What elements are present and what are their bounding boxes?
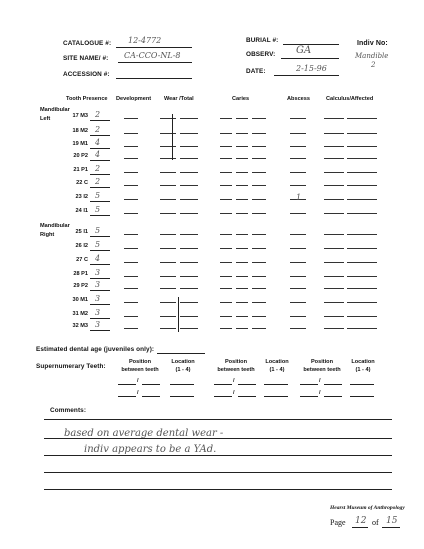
wear-line-2 xyxy=(180,288,198,289)
dental-age-line xyxy=(157,353,205,354)
caries-line-1 xyxy=(220,288,232,289)
caries-line-2 xyxy=(236,133,248,134)
caries-line-3 xyxy=(252,234,266,235)
tooth-presence-value: 2 xyxy=(95,177,101,186)
section-right-title: Mandibular xyxy=(40,223,70,229)
calculus-line-1 xyxy=(324,248,344,249)
wear-mark-upper xyxy=(172,114,173,160)
calculus-line-2 xyxy=(347,288,377,289)
tooth-label: 31 M2 xyxy=(72,311,88,317)
development-line xyxy=(124,276,138,277)
wear-line-2 xyxy=(180,262,198,263)
wear-line-2 xyxy=(180,276,198,277)
wear-line-2 xyxy=(180,302,198,303)
caries-line-1 xyxy=(220,133,232,134)
tooth-presence-value: 4 xyxy=(95,254,101,263)
position-header: Position xyxy=(310,359,334,365)
wear-line-1 xyxy=(160,133,176,134)
wear-line-1 xyxy=(160,234,176,235)
position-field-a xyxy=(300,384,318,385)
caries-line-1 xyxy=(220,146,232,147)
caries-line-1 xyxy=(220,118,232,119)
tooth-label: 20 P2 xyxy=(73,153,88,159)
calculus-line-2 xyxy=(347,302,377,303)
wear-line-2 xyxy=(180,158,198,159)
tooth-label: 30 M1 xyxy=(72,297,88,303)
presence-line xyxy=(90,318,110,319)
position-field-b xyxy=(238,396,256,397)
wear-mark-lower xyxy=(178,297,179,332)
col-wear: Wear /Total xyxy=(164,96,194,102)
calculus-line-1 xyxy=(324,234,344,235)
calculus-line-1 xyxy=(324,185,344,186)
tooth-label: 17 M3 xyxy=(72,113,88,119)
caries-line-1 xyxy=(220,185,232,186)
position-subheader: between teeth xyxy=(121,367,159,373)
position-separator: / xyxy=(137,390,139,396)
presence-line xyxy=(90,135,110,136)
tooth-presence-value: 2 xyxy=(95,164,101,173)
wear-line-2 xyxy=(180,133,198,134)
position-field-a xyxy=(300,396,318,397)
calculus-line-2 xyxy=(347,146,377,147)
tooth-presence-value: 3 xyxy=(95,308,101,317)
calculus-line-1 xyxy=(324,328,344,329)
caries-line-2 xyxy=(236,288,248,289)
caries-line-2 xyxy=(236,172,248,173)
calculus-line-1 xyxy=(324,213,344,214)
col-calculus: Calculus/Affected xyxy=(326,96,374,102)
date-label: DATE: xyxy=(246,68,266,75)
wear-line-2 xyxy=(180,316,198,317)
caries-line-1 xyxy=(220,199,232,200)
section-left-title: Mandibular xyxy=(40,107,70,113)
calculus-line-1 xyxy=(324,118,344,119)
wear-line-1 xyxy=(160,328,176,329)
caries-line-3 xyxy=(252,262,266,263)
position-header: Position xyxy=(128,359,152,365)
presence-line xyxy=(90,174,110,175)
wear-line-2 xyxy=(180,146,198,147)
abscess-line xyxy=(290,316,306,317)
calculus-line-2 xyxy=(347,158,377,159)
wear-line-2 xyxy=(180,328,198,329)
development-line xyxy=(124,262,138,263)
position-field-b xyxy=(324,396,342,397)
development-line xyxy=(124,248,138,249)
calculus-line-1 xyxy=(324,172,344,173)
wear-line-2 xyxy=(180,248,198,249)
wear-line-1 xyxy=(160,288,176,289)
calculus-line-1 xyxy=(324,158,344,159)
caries-line-1 xyxy=(220,302,232,303)
supernumerary-label: Supernumerary Teeth: xyxy=(36,363,106,370)
wear-line-2 xyxy=(180,213,198,214)
section-right-side: Right xyxy=(40,232,55,238)
caries-line-1 xyxy=(220,248,232,249)
comment-line-1 xyxy=(44,419,392,420)
caries-line-3 xyxy=(252,302,266,303)
caries-line-1 xyxy=(220,316,232,317)
position-field-a xyxy=(214,396,232,397)
presence-line xyxy=(90,215,110,216)
accession-line xyxy=(116,78,192,79)
wear-line-1 xyxy=(160,146,176,147)
caries-line-3 xyxy=(252,133,266,134)
comment-text-2: indiv appears to be a YAd. xyxy=(84,444,217,455)
col-abscess: Abscess xyxy=(287,96,311,102)
location-field xyxy=(264,396,288,397)
wear-line-1 xyxy=(160,316,176,317)
indiv-value-2: 2 xyxy=(371,61,376,69)
section-left-side: Left xyxy=(40,116,51,122)
caries-line-3 xyxy=(252,288,266,289)
position-field-b xyxy=(142,396,160,397)
wear-line-2 xyxy=(180,185,198,186)
wear-line-2 xyxy=(180,199,198,200)
page-total: 15 xyxy=(386,516,398,526)
presence-line xyxy=(90,160,110,161)
caries-line-2 xyxy=(236,316,248,317)
caries-line-1 xyxy=(220,213,232,214)
location-field xyxy=(350,396,374,397)
tooth-label: 28 P1 xyxy=(73,271,88,277)
development-line xyxy=(124,288,138,289)
location-header: Location xyxy=(171,359,195,365)
caries-line-3 xyxy=(252,158,266,159)
tooth-presence-value: 5 xyxy=(95,191,101,200)
col-development: Development xyxy=(116,96,152,102)
abscess-line xyxy=(290,234,306,235)
development-line xyxy=(124,328,138,329)
caries-line-2 xyxy=(236,234,248,235)
observ-label: OBSERV: xyxy=(246,51,276,58)
location-field xyxy=(264,384,288,385)
calculus-line-2 xyxy=(347,276,377,277)
caries-line-3 xyxy=(252,199,266,200)
calculus-line-1 xyxy=(324,288,344,289)
calculus-line-2 xyxy=(347,316,377,317)
position-subheader: between teeth xyxy=(303,367,341,373)
caries-line-2 xyxy=(236,158,248,159)
position-separator: / xyxy=(319,378,321,384)
location-subheader: (1 - 4) xyxy=(269,367,285,373)
tooth-label: 25 I1 xyxy=(75,229,88,235)
position-separator: / xyxy=(233,378,235,384)
development-line xyxy=(124,234,138,235)
wear-line-2 xyxy=(180,234,198,235)
calculus-line-2 xyxy=(347,262,377,263)
presence-line xyxy=(90,304,110,305)
development-line xyxy=(124,185,138,186)
tooth-label: 18 M2 xyxy=(72,128,88,134)
calculus-line-1 xyxy=(324,199,344,200)
development-line xyxy=(124,302,138,303)
site-value: CA-CCO-NL-8 xyxy=(124,51,181,60)
calculus-line-2 xyxy=(347,213,377,214)
caries-line-3 xyxy=(252,248,266,249)
comment-line-3 xyxy=(44,455,392,456)
tooth-label: 26 I2 xyxy=(75,243,88,249)
calculus-line-2 xyxy=(347,248,377,249)
caries-line-2 xyxy=(236,276,248,277)
abscess-line xyxy=(290,288,306,289)
location-header: Location xyxy=(265,359,289,365)
position-separator: / xyxy=(233,390,235,396)
calculus-line-2 xyxy=(347,234,377,235)
caries-line-2 xyxy=(236,118,248,119)
tooth-presence-value: 2 xyxy=(95,125,101,134)
page-total-line xyxy=(382,527,400,528)
comment-line-5 xyxy=(44,489,392,490)
presence-line xyxy=(90,290,110,291)
calculus-line-2 xyxy=(347,199,377,200)
abscess-line xyxy=(290,213,306,214)
wear-line-2 xyxy=(180,172,198,173)
wear-line-1 xyxy=(160,302,176,303)
position-field-a xyxy=(118,384,136,385)
tooth-label: 19 M1 xyxy=(72,141,88,147)
presence-line xyxy=(90,148,110,149)
caries-line-1 xyxy=(220,234,232,235)
caries-line-2 xyxy=(236,248,248,249)
calculus-line-1 xyxy=(324,262,344,263)
caries-line-2 xyxy=(236,213,248,214)
tooth-label: 22 C xyxy=(76,180,88,186)
abscess-line xyxy=(290,248,306,249)
wear-line-2 xyxy=(180,118,198,119)
caries-line-2 xyxy=(236,146,248,147)
position-field-b xyxy=(238,384,256,385)
calculus-line-2 xyxy=(347,118,377,119)
page-number-line xyxy=(352,527,368,528)
site-line xyxy=(118,62,192,63)
accession-label: ACCESSION #: xyxy=(63,71,110,78)
tooth-label: 29 P2 xyxy=(73,283,88,289)
position-field-b xyxy=(324,384,342,385)
wear-line-1 xyxy=(160,118,176,119)
caries-line-1 xyxy=(220,172,232,173)
catalogue-label: CATALOGUE #: xyxy=(63,40,112,47)
caries-line-2 xyxy=(236,262,248,263)
wear-line-1 xyxy=(160,276,176,277)
caries-line-3 xyxy=(252,172,266,173)
abscess-line xyxy=(290,158,306,159)
tooth-label: 21 P1 xyxy=(73,167,88,173)
col-caries: Caries xyxy=(232,96,250,102)
wear-line-1 xyxy=(160,185,176,186)
comments-label: Comments: xyxy=(50,407,87,414)
comment-text-1: based on average dental wear - xyxy=(64,428,224,439)
development-line xyxy=(124,158,138,159)
presence-line xyxy=(90,236,110,237)
col-tooth-presence: Tooth Presence xyxy=(66,96,108,102)
tooth-label: 24 I1 xyxy=(75,208,88,214)
presence-line xyxy=(90,120,110,121)
caries-line-3 xyxy=(252,276,266,277)
location-header: Location xyxy=(351,359,375,365)
tooth-label: 27 C xyxy=(76,257,88,263)
calculus-line-1 xyxy=(324,133,344,134)
caries-line-3 xyxy=(252,316,266,317)
caries-line-2 xyxy=(236,199,248,200)
tooth-presence-value: 3 xyxy=(95,320,101,329)
presence-line xyxy=(90,330,110,331)
caries-line-3 xyxy=(252,328,266,329)
caries-line-3 xyxy=(252,213,266,214)
abscess-line xyxy=(290,328,306,329)
tooth-presence-value: 5 xyxy=(95,205,101,214)
observ-line xyxy=(281,58,339,59)
caries-line-3 xyxy=(252,185,266,186)
development-line xyxy=(124,199,138,200)
position-field-a xyxy=(118,396,136,397)
museum-name: Hearst Museum of Anthropology xyxy=(330,505,405,511)
abscess-line xyxy=(290,146,306,147)
caries-line-2 xyxy=(236,185,248,186)
wear-line-1 xyxy=(160,248,176,249)
date-value: 2-15-96 xyxy=(296,64,327,73)
calculus-line-2 xyxy=(347,328,377,329)
abscess-line xyxy=(290,185,306,186)
tooth-presence-value: 5 xyxy=(95,240,101,249)
tooth-label: 32 M3 xyxy=(72,323,88,329)
abscess-line xyxy=(290,133,306,134)
tooth-presence-value: 4 xyxy=(95,138,101,147)
abscess-mark: 1 xyxy=(296,193,302,202)
position-field-b xyxy=(142,384,160,385)
tooth-presence-value: 2 xyxy=(95,110,101,119)
caries-line-3 xyxy=(252,118,266,119)
caries-line-1 xyxy=(220,328,232,329)
page-label: Page xyxy=(330,518,346,527)
wear-line-1 xyxy=(160,172,176,173)
dental-age-label: Estimated dental age (juveniles only): xyxy=(36,346,155,353)
development-line xyxy=(124,118,138,119)
wear-line-1 xyxy=(160,213,176,214)
date-line xyxy=(274,75,339,76)
position-header: Position xyxy=(224,359,248,365)
abscess-line xyxy=(290,302,306,303)
calculus-line-1 xyxy=(324,276,344,277)
catalogue-line xyxy=(116,47,192,48)
location-field xyxy=(170,396,194,397)
presence-line xyxy=(90,201,110,202)
caries-line-1 xyxy=(220,276,232,277)
abscess-line xyxy=(290,172,306,173)
tooth-presence-value: 4 xyxy=(95,150,101,159)
site-label: SITE NAME/ #: xyxy=(63,55,109,62)
development-line xyxy=(124,213,138,214)
tooth-presence-value: 3 xyxy=(95,268,101,277)
calculus-line-2 xyxy=(347,172,377,173)
calculus-line-1 xyxy=(324,146,344,147)
calculus-line-2 xyxy=(347,133,377,134)
wear-line-1 xyxy=(160,262,176,263)
presence-line xyxy=(90,187,110,188)
caries-line-3 xyxy=(252,146,266,147)
location-subheader: (1 - 4) xyxy=(175,367,191,373)
position-separator: / xyxy=(319,390,321,396)
caries-line-2 xyxy=(236,328,248,329)
position-separator: / xyxy=(137,378,139,384)
development-line xyxy=(124,316,138,317)
presence-line xyxy=(90,278,110,279)
tooth-presence-value: 3 xyxy=(95,294,101,303)
comment-line-4 xyxy=(44,472,392,473)
presence-line xyxy=(90,250,110,251)
calculus-line-2 xyxy=(347,185,377,186)
position-subheader: between teeth xyxy=(217,367,255,373)
location-field xyxy=(170,384,194,385)
caries-line-2 xyxy=(236,302,248,303)
burial-label: BURIAL #: xyxy=(246,37,279,44)
calculus-line-1 xyxy=(324,302,344,303)
indiv-label: Indiv No: xyxy=(357,40,388,47)
catalogue-value: 12-4772 xyxy=(128,36,162,45)
development-line xyxy=(124,146,138,147)
position-field-a xyxy=(214,384,232,385)
wear-line-1 xyxy=(160,158,176,159)
abscess-line xyxy=(290,118,306,119)
page-number: 12 xyxy=(355,516,367,526)
location-subheader: (1 - 4) xyxy=(355,367,371,373)
location-field xyxy=(350,384,374,385)
caries-line-1 xyxy=(220,158,232,159)
caries-line-1 xyxy=(220,262,232,263)
indiv-value-1: Mandible xyxy=(355,52,389,60)
abscess-line xyxy=(290,276,306,277)
observ-value: GA xyxy=(296,45,312,56)
tooth-presence-value: 5 xyxy=(95,226,101,235)
of-label: of xyxy=(372,518,379,527)
tooth-presence-value: 3 xyxy=(95,280,101,289)
tooth-label: 23 I2 xyxy=(75,194,88,200)
presence-line xyxy=(90,264,110,265)
abscess-line xyxy=(290,262,306,263)
calculus-line-1 xyxy=(324,316,344,317)
wear-line-1 xyxy=(160,199,176,200)
development-line xyxy=(124,172,138,173)
development-line xyxy=(124,133,138,134)
